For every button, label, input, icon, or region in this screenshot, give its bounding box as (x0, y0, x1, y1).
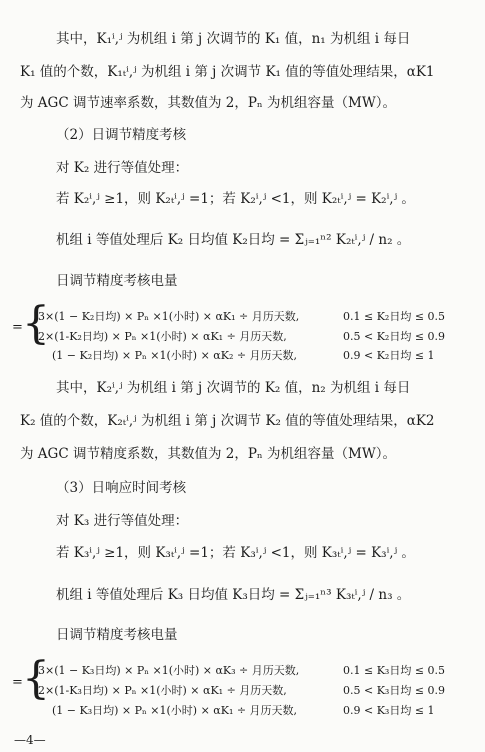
section2-intro: 对 K₂ 进行等值处理： (56, 160, 189, 176)
section2-row3-expr: (1 − K₂日均) × Pₙ ×1(小时) × αK₂ ÷ 月历天数, (52, 349, 298, 362)
section2-condition: 若 K₂ⁱ,ʲ ≥1，则 K₂ₜⁱ,ʲ =1；若 K₂ⁱ,ʲ <1，则 K₂ₜⁱ,ʲ = K₂ⁱ,ʲ 。 (56, 191, 415, 207)
section2-row1-range: 0.1 ≤ K₂日均 ≤ 0.5 (343, 310, 446, 323)
section3-condition: 若 K₃ⁱ,ʲ ≥1，则 K₃ₜⁱ,ʲ =1；若 K₃ⁱ,ʲ <1，则 K₃ₜⁱ,ʲ = K₃ⁱ,ʲ 。 (56, 545, 415, 561)
para1-line1: 其中，K₁ⁱ,ʲ 为机组 i 第 j 次调节的 K₁ 值，n₁ 为机组 i 每日 (56, 31, 411, 47)
section3-brace: { (22, 653, 50, 704)
section2-row1-expr: 3×(1 − K₂日均) × Pₙ ×1(小时) × αK₁ ÷ 月历天数, (38, 310, 300, 323)
section2-brace: { (22, 298, 50, 349)
section3-label: 日调节精度考核电量 (56, 627, 178, 643)
section3-row2-expr: 2×(1-K₃日均) × Pₙ ×1(小时) × αK₁ ÷ 月历天数, (38, 684, 287, 697)
para1-line2: K₁ 值的个数，K₁ₜⁱ,ʲ 为机组 i 第 j 次调节 K₁ 值的等值处理结果，αK1 (20, 64, 435, 80)
section2-row2-range: 0.5 < K₂日均 ≤ 0.9 (343, 330, 446, 343)
section3-intro: 对 K₃ 进行等值处理： (56, 513, 189, 529)
section3-row3-range: 0.9 < K₃日均 ≤ 1 (343, 704, 435, 717)
section2-heading: （2）日调节精度考核 (56, 127, 187, 143)
section3-row1-range: 0.1 ≤ K₃日均 ≤ 0.5 (343, 664, 446, 677)
page-number: —4— (14, 733, 46, 747)
section2-equals: = (12, 320, 23, 335)
section3-heading: （3）日响应时间考核 (56, 480, 187, 496)
section3-equals: = (12, 675, 23, 690)
section3-row3-expr: (1 − K₃日均) × Pₙ ×1(小时) × αK₁ ÷ 月历天数, (52, 704, 298, 717)
section2-para-line3: 为 AGC 调节精度系数，其数值为 2，Pₙ 为机组容量（MW）。 (20, 446, 396, 462)
section2-para-line1: 其中，K₂ⁱ,ʲ 为机组 i 第 j 次调节的 K₂ 值，n₂ 为机组 i 每日 (56, 380, 411, 396)
section3-row1-expr: 3×(1 − K₃日均) × Pₙ ×1(小时) × αK₃ ÷ 月历天数, (38, 664, 300, 677)
section2-average-formula: 机组 i 等值处理后 K₂ 日均值 K₂日均 = Σⱼ₌₁ⁿ² K₂ₜⁱ,ʲ / n₂ 。 (56, 232, 411, 248)
para1-line3: 为 AGC 调节速率系数，其数值为 2，Pₙ 为机组容量（MW）。 (20, 95, 396, 111)
section2-row2-expr: 2×(1-K₂日均) × Pₙ ×1(小时) × αK₁ ÷ 月历天数, (38, 330, 287, 343)
section2-row3-range: 0.9 < K₂日均 ≤ 1 (343, 349, 435, 362)
section3-row2-range: 0.5 < K₃日均 ≤ 0.9 (343, 684, 446, 697)
section3-average-formula: 机组 i 等值处理后 K₃ 日均值 K₃日均 = Σⱼ₌₁ⁿ³ K₃ₜⁱ,ʲ / n₃ 。 (56, 587, 411, 603)
section2-para-line2: K₂ 值的个数，K₂ₜⁱ,ʲ 为机组 i 第 j 次调节 K₂ 值的等值处理结果，αK2 (20, 413, 435, 429)
section2-label: 日调节精度考核电量 (56, 273, 178, 289)
